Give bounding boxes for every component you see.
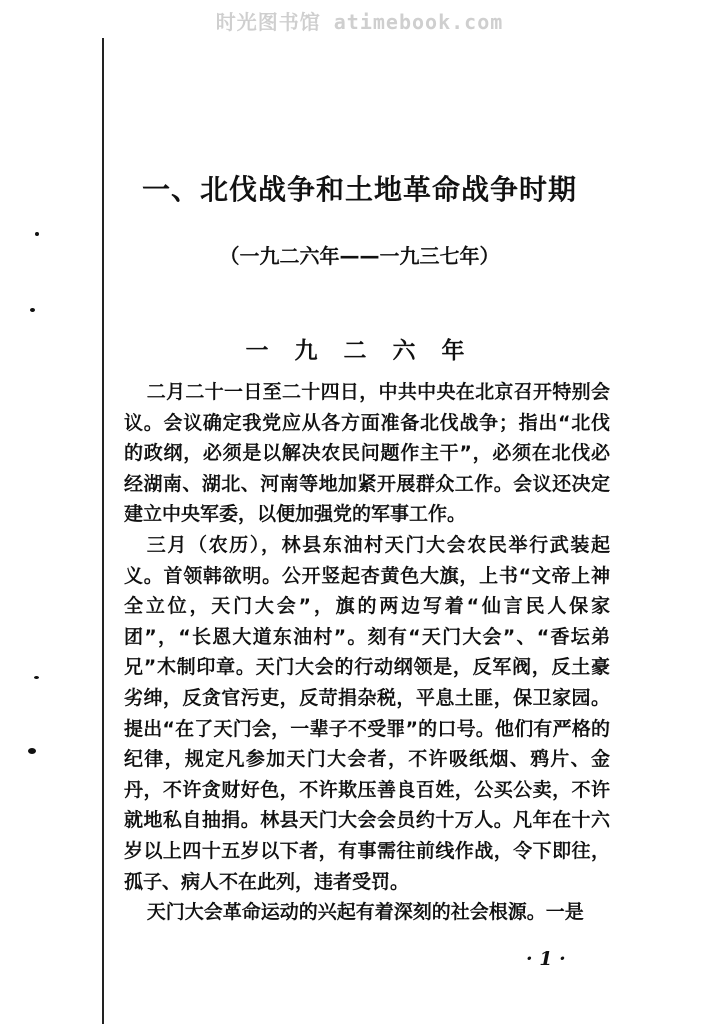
chapter-subtitle: （一九二六年——一九三七年） [219, 244, 500, 268]
section-heading: 一 九 二 六 年 [245, 338, 474, 364]
body-text [124, 377, 610, 928]
scan-speck [30, 308, 35, 312]
scan-speck [28, 748, 36, 754]
page-number: · 1 · [526, 948, 566, 970]
watermark: 时光图书馆 atimebook.com [215, 10, 504, 34]
scan-speck [35, 232, 39, 236]
paragraph: 天门大会革命运动的兴起有着深刻的社会根源。一是 [146, 901, 584, 924]
scan-speck [34, 676, 39, 679]
paragraph: 三月（农历），林县东油村天门大会农民举行武装起义。首领韩欲明。公开竖起杏黄色大旗，上书“文帝上神全立位，天门大会”，旗的两边写着“仙言民人保家团”，“长恩大道东油村”。刻有“天门大会”、“香坛弟兄”木制印章。天门大会的行动纲领是，反军阀，反土豪劣绅，反贪官污吏，反苛捐杂税，平息土匪，保卫家园。提出“在了天门会，一辈子不受罪”的口号。他们有严格的纪律，规定凡参加天门大会者，不许吸纸烟、鸦片、金丹，不许贪财好色，不许欺压善良百姓，公买公卖，不许就地私自抽捐。林县天门大会会员约十万人。凡年在十六岁以上四十五岁以下者，有事需往前线作战，令下即往，孤子、病人不在此列，违者受罚。 [124, 533, 610, 893]
chapter-title: 一、北伐战争和土地革命战争时期 [141, 173, 577, 206]
paragraph: 二月二十一日至二十四日，中共中央在北京召开特别会议。会议确定我党应从各方面准备北伐战争；指出“北伐的政纲，必须是以解决农民问题作主干”，必须在北伐必经湖南、湖北、河南等地加紧开展群众工作。会议还决定建立中央军委，以便加强党的军事工作。 [124, 381, 610, 526]
